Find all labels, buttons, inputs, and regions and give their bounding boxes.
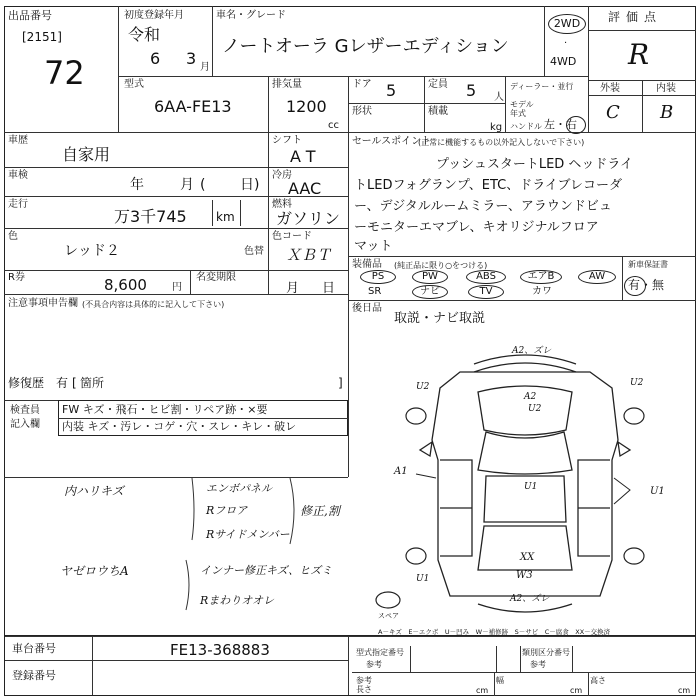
diagram-mark-rear-bumper: A2、ズレ: [510, 594, 550, 604]
handwritten-note-1: 内ハリキズ: [64, 484, 124, 498]
diagram-mark-left-door: A1: [394, 466, 408, 477]
warranty-value: 有・無: [628, 278, 665, 292]
inspector-row-1: FW キズ・飛石・ヒビ割・リペア跡・×要: [62, 403, 268, 416]
handle-value: 左・右: [544, 118, 577, 131]
chassis-label: 車台番号: [12, 642, 56, 655]
notes-instruction: (不具合内容は具体的に記入して下さい): [82, 300, 225, 309]
repair-bracket-close: ]: [338, 376, 343, 390]
diagram-mark-front: A2、ズレ: [512, 346, 552, 356]
recycle-label: R券: [8, 272, 25, 283]
color-change-label: 色替: [244, 246, 264, 257]
spare-label: スペア: [378, 612, 399, 620]
exterior-label: 外装: [600, 83, 620, 94]
mileage-unit: km: [216, 210, 235, 224]
recycle-unit: 円: [172, 282, 182, 293]
color-code-value: ＸＢＴ: [286, 246, 332, 264]
color-label: 色: [8, 231, 18, 242]
first-reg-label: 初度登録年月: [124, 10, 184, 21]
equip-tv: TV: [468, 285, 504, 299]
diagram-mark-roof: U1: [524, 482, 538, 492]
divider: [410, 646, 411, 672]
mileage-label: 走行: [8, 199, 28, 210]
width-label: 幅: [496, 676, 504, 685]
diagram-mark-hood-u: U2: [528, 404, 542, 414]
name-change-month: 月: [286, 281, 300, 296]
sales-line-2: トLEDフォグランプ、ETC、ドライブレコーダ: [354, 178, 622, 193]
lot-label: 出品番号: [8, 9, 52, 22]
name-change-day: 日: [322, 281, 336, 296]
handwritten-note-8: Rまわりオオレ: [200, 594, 274, 607]
ac-value: AAC: [288, 179, 322, 198]
diagram-mark-fl: U2: [416, 382, 430, 392]
equipment-label: 装備品: [352, 259, 382, 270]
equip-leather: カワ: [532, 286, 552, 297]
sales-points-label: セールスポイント: [352, 136, 432, 147]
warranty-label: 新車保証書: [628, 260, 668, 269]
sales-points-note: (正常に機能するもの以外記入しないで下さい): [418, 138, 585, 147]
interior-grade: B: [660, 102, 674, 123]
length-label: 参考 長さ: [356, 676, 372, 694]
doors-label: ドア: [352, 79, 372, 90]
wheel-rear-right: [624, 548, 644, 564]
equip-sr: SR: [368, 286, 382, 297]
displacement-unit: cc: [328, 120, 339, 131]
equipment-note: (純正品に限り○をつける): [394, 261, 488, 270]
lot-number: 72: [44, 54, 85, 92]
era: 令和: [128, 25, 161, 44]
category-ref: 参考: [530, 660, 546, 669]
after-install-value: 取説・ナビ取説: [394, 311, 486, 326]
inspector-label: 検査員記入欄: [10, 405, 40, 430]
equip-airbag: エアB: [520, 270, 562, 284]
capacity-label: 定員: [428, 79, 448, 90]
capacity-value: 5: [466, 81, 477, 100]
history-label: 車歴: [8, 135, 28, 146]
diagram-mark-rear-w3: W3: [516, 570, 533, 581]
sales-line-3: ー、デジタルルームミラー、アラウンドビュ: [354, 199, 612, 214]
displacement-label: 排気量: [272, 79, 302, 90]
sales-line-5: マット: [354, 239, 393, 254]
divider: [496, 646, 497, 672]
inspector-row-2: 内装 キズ・汚レ・コゲ・穴・スレ・キレ・破レ: [62, 420, 297, 433]
car-name-label: 車名・グレード: [216, 10, 286, 21]
inspection-year: 年: [130, 177, 144, 193]
ac-label: 冷房: [272, 170, 292, 181]
capacity-unit: 人: [494, 92, 504, 103]
registration-label: 登録番号: [12, 669, 56, 682]
diagram-mark-hood-a: A2: [524, 392, 537, 402]
handwritten-note-7: インナー修正キズ、ヒズミ: [200, 564, 333, 577]
model-year-label: モデル年式: [510, 100, 534, 118]
shape-label: 形状: [352, 106, 372, 117]
diagram-mark-right-door: U1: [650, 486, 665, 497]
repair-label: 修復歴: [8, 376, 45, 390]
handwritten-note-3: Rフロア: [206, 504, 248, 517]
interior-label: 内装: [656, 83, 676, 94]
model-value: 6AA-FE13: [154, 97, 232, 116]
notes-label: 注意事項申告欄: [8, 298, 78, 309]
exterior-grade: C: [606, 102, 620, 123]
equip-abs: ABS: [466, 270, 506, 284]
color-value: レッド２: [64, 243, 120, 259]
model-label: 型式: [124, 79, 144, 90]
width-unit: cm: [570, 686, 583, 695]
wheel-front-right: [624, 408, 644, 424]
fuel-label: 燃料: [272, 199, 292, 210]
drive-2wd: 2WD: [548, 14, 586, 34]
reg-year: 6: [150, 49, 161, 68]
height-label: 高さ: [590, 676, 606, 685]
inspection-label: 車検: [8, 170, 28, 181]
equip-aw: AW: [578, 270, 616, 284]
repair-value: 有: [56, 376, 69, 390]
after-install-label: 後日品: [352, 303, 382, 314]
handwritten-note-4: Rサイドメンバー: [206, 528, 290, 541]
damage-legend: A－キズ E－エクボ U－凹み W－補修跡 S－サビ C－腐食 XX－交換済: [378, 628, 611, 636]
inspection-day-open: (: [200, 177, 206, 193]
diagram-mark-rear-xx: XX: [520, 552, 535, 563]
color-code-label: 色コード: [272, 231, 312, 242]
fuel-value: ガソリン: [276, 209, 341, 228]
load-label: 積載: [428, 106, 448, 117]
reg-month: 3: [186, 49, 197, 68]
equip-pw: PW: [412, 270, 448, 284]
lot-code: [2151]: [22, 30, 62, 44]
handwritten-note-2: エンボパネル: [206, 482, 272, 495]
name-change-label: 名変期限: [196, 272, 236, 283]
shift-value: AT: [290, 147, 322, 166]
wheel-rear-left: [406, 548, 426, 564]
dealer-label: ディーラー・並行: [510, 82, 574, 91]
history-value: 自家用: [62, 145, 111, 164]
divider: [520, 646, 521, 672]
inspection-day-close: 日): [240, 177, 260, 193]
score-label: 評価点: [608, 10, 663, 24]
drive-dot: ·: [564, 38, 568, 49]
divider: [352, 672, 696, 673]
divider: [494, 672, 495, 696]
sales-line-4: ーモニターエマブレ、キオリジナルフロア: [354, 220, 599, 235]
designated-ref: 参考: [366, 660, 382, 669]
handle-label: ハンドル: [510, 122, 542, 131]
handwritten-note-5: 修正,割: [300, 504, 340, 518]
equip-navi: ナビ: [412, 285, 448, 299]
diagram-mark-fr: U2: [630, 378, 644, 388]
wheel-front-left: [406, 408, 426, 424]
repair-suffix: 箇所: [80, 376, 105, 390]
doors-value: 5: [386, 81, 397, 100]
shift-label: シフト: [272, 135, 302, 146]
divider: [572, 646, 573, 672]
chassis-value: FE13-368883: [170, 641, 270, 659]
drive-4wd: 4WD: [550, 55, 577, 68]
sales-line-1: プッシュスタートLED ヘッドライ: [436, 157, 634, 172]
spare-tire: [376, 592, 400, 608]
load-unit: kg: [490, 122, 503, 133]
category-label: 類別区分番号: [522, 648, 570, 657]
month-unit: 月: [200, 62, 210, 73]
handwritten-note-6: ヤゼロウちA: [60, 564, 129, 578]
equip-ps: PS: [360, 270, 396, 284]
score-value: R: [628, 38, 650, 71]
displacement-value: 1200: [286, 97, 327, 116]
car-name: ノートオーラ Gレザーエディション: [222, 36, 509, 57]
inspection-month: 月: [180, 177, 194, 193]
repair-bracket-open: [: [72, 376, 77, 390]
length-unit: cm: [476, 686, 489, 695]
diagram-mark-rl: U1: [416, 574, 430, 584]
divider: [588, 672, 589, 696]
designated-label: 型式指定番号: [356, 648, 404, 657]
height-unit: cm: [678, 686, 691, 695]
mileage-value: 万3千745: [114, 207, 187, 226]
recycle-value: 8,600: [104, 276, 147, 294]
